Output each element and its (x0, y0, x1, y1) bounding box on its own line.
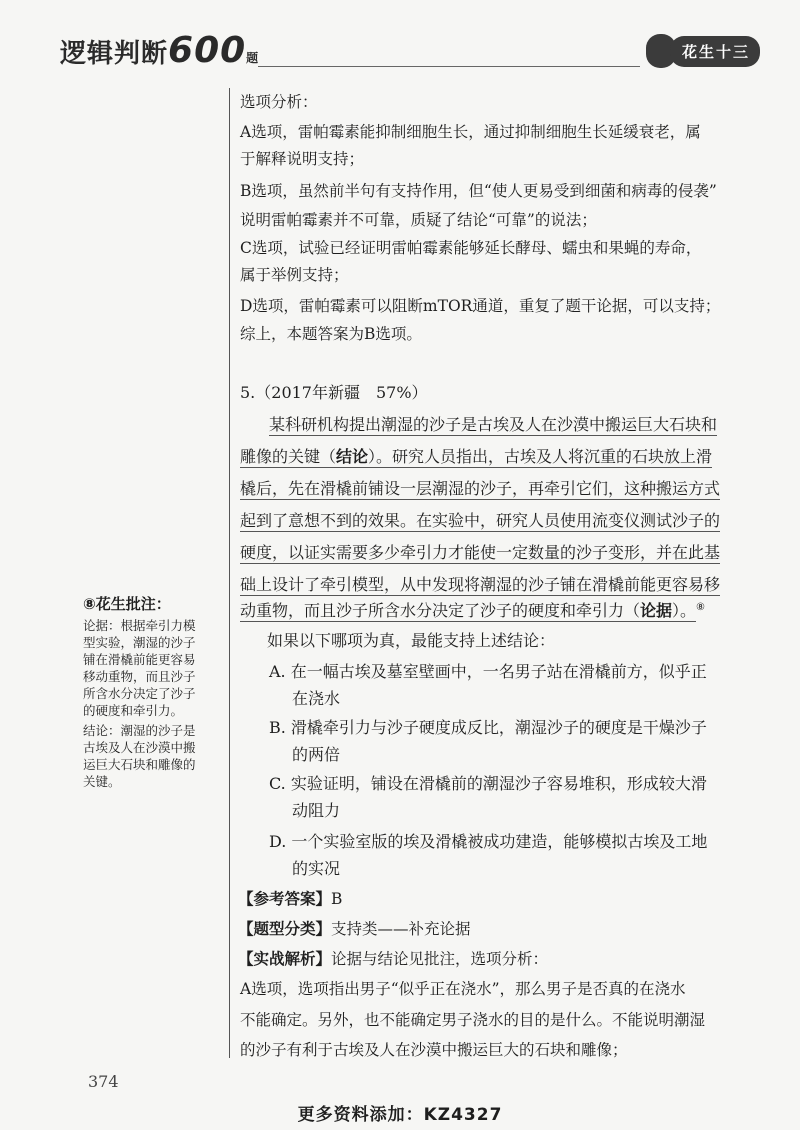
option-c-cont: 动阻力 (292, 801, 341, 820)
brand-logo: 花生十三 (646, 34, 760, 68)
sidebar-line: 关键。 (83, 774, 121, 789)
analysis-line: 属于举例支持； (240, 266, 349, 284)
header-rule (258, 66, 640, 67)
option-d-cont: 的实况 (292, 859, 341, 878)
question-prompt: 如果以下哪项为真，最能支持上述结论： (267, 631, 556, 650)
sidebar-line: 结论：潮湿的沙子是 (83, 723, 196, 738)
book-title: 逻辑判断600题 (60, 30, 260, 71)
practical-analysis: 【实战解析】论据与结论见批注，选项分析： (238, 949, 549, 968)
sidebar-line: 的硬度和牵引力。 (83, 703, 184, 718)
option-c: C. 实验证明，铺设在滑橇前的潮湿沙子容易堆积，形成较大滑 (269, 774, 707, 793)
answer-line: 不能确定。另外，也不能确定男子浇水的目的是什么。不能说明潮湿 (240, 1011, 706, 1029)
column-divider (229, 88, 230, 1058)
sidebar-line: 铺在滑橇前能更容易 (83, 652, 196, 667)
question-line: 橇后，先在滑橇前铺设一层潮湿的沙子，再牵引它们，这种搬运方式 (240, 479, 721, 498)
sidebar-line: 古埃及人在沙漠中搬 (83, 740, 196, 755)
question-line: 础上设计了牵引模型，从中发现将潮湿的沙子铺在滑橇前能更容易移 (240, 575, 721, 594)
option-b: B. 滑橇牵引力与沙子硬度成反比，潮湿沙子的硬度是干燥沙子 (269, 718, 707, 737)
question-header: 5.（2017年新疆 57%） (240, 383, 428, 402)
page-number: 374 (88, 1072, 119, 1091)
question-line: 硬度，以证实需要多少牵引力才能使一定数量的沙子变形，并在此基 (240, 543, 721, 562)
question-line: 某科研机构提出潮湿的沙子是古埃及人在沙漠中搬运巨大石块和 (269, 415, 718, 434)
option-a-cont: 在浇水 (292, 689, 341, 708)
analysis-line: D选项，雷帕霉素可以阻断mTOR通道，重复了题干论据，可以支持； (240, 297, 721, 315)
analysis-line: 选项分析： (240, 93, 318, 111)
footer-note: 更多资料添加：KZ4327 (297, 1105, 503, 1125)
reference-answer: 【参考答案】B (238, 889, 343, 908)
analysis-line: A选项，雷帕霉素能抑制细胞生长，通过抑制细胞生长延缓衰老，属 (240, 123, 701, 141)
analysis-line: 综上，本题答案为B选项。 (240, 325, 422, 343)
sidebar-line: 型实验，潮湿的沙子 (83, 635, 196, 650)
sidebar-line: 所含水分决定了沙子 (83, 686, 196, 701)
question-line: 起到了意想不到的效果。在实验中，研究人员使用流变仪测试沙子的 (240, 511, 721, 530)
sidebar-line: 论据：根据牵引力模 (83, 618, 196, 633)
question-type: 【题型分类】支持类——补充论据 (238, 919, 471, 938)
note-mark: ⑧ (696, 602, 706, 613)
question-line: 动重物，而且沙子所含水分决定了沙子的硬度和牵引力（论据）。⑧ (240, 601, 706, 621)
question-line: 雕像的关键（结论）。研究人员指出，古埃及人将沉重的石块放上滑 (240, 447, 713, 466)
analysis-line: 说明雷帕霉素并不可靠，质疑了结论“可靠”的说法； (240, 211, 597, 229)
answer-line: 的沙子有利于古埃及人在沙漠中搬运巨大的石块和雕像； (240, 1041, 628, 1059)
sidebar-line: 运巨大石块和雕像的 (83, 757, 196, 772)
sidebar-line: 移动重物，而且沙子 (83, 669, 196, 684)
analysis-line: B选项，虽然前半句有支持作用，但“使人更易受到细菌和病毒的侵袭” (240, 182, 717, 200)
answer-line: A选项，选项指出男子“似乎正在浇水”，那么男子是否真的在浇水 (240, 980, 686, 998)
analysis-line: 于解释说明支持； (240, 150, 365, 168)
option-b-cont: 的两倍 (292, 745, 341, 764)
option-d: D. 一个实验室版的埃及滑橇被成功建造，能够模拟古埃及工地 (269, 832, 708, 851)
sidebar-title: ⑧花生批注： (83, 595, 171, 613)
option-a: A. 在一幅古埃及墓室壁画中，一名男子站在滑橇前方，似乎正 (269, 662, 707, 681)
analysis-line: C选项，试验已经证明雷帕霉素能够延长酵母、蠕虫和果蝇的寿命， (240, 239, 702, 257)
